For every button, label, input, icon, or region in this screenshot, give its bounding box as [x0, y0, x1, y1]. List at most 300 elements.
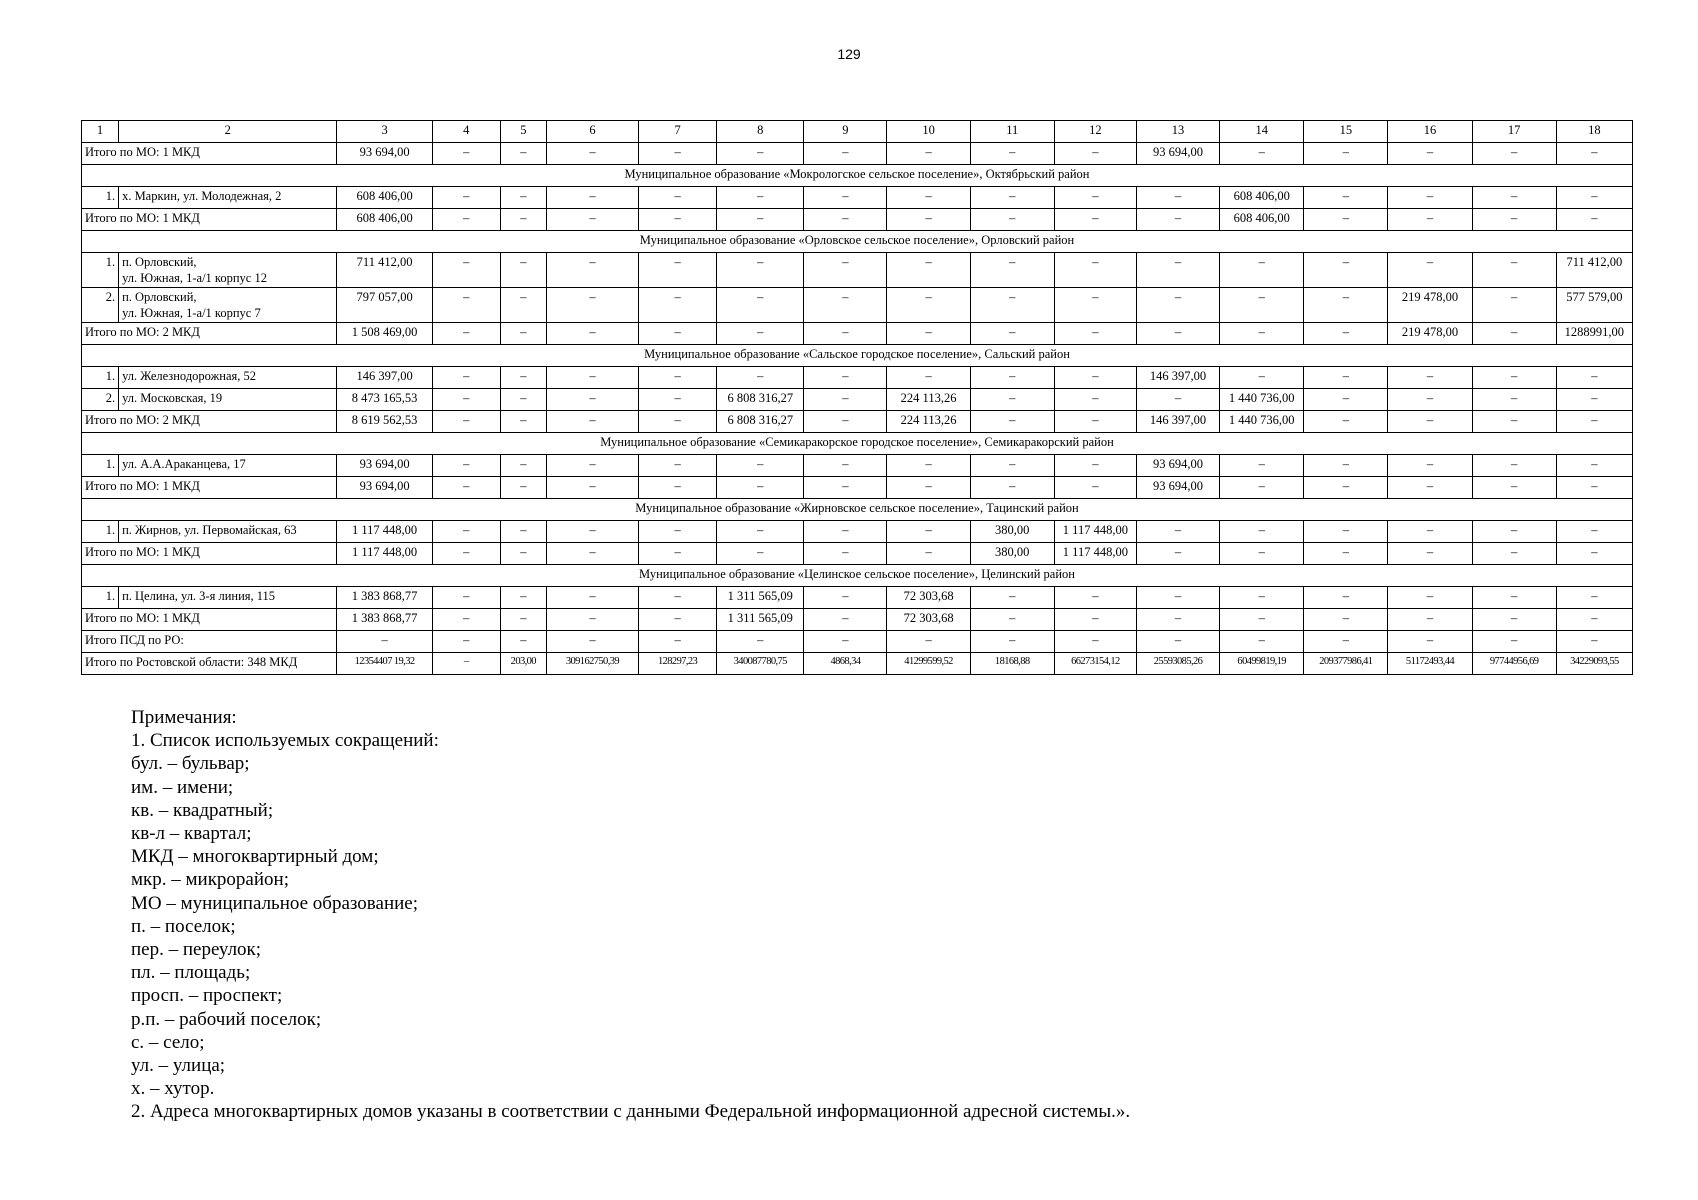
value-cell: –: [1136, 323, 1219, 345]
value-cell: –: [546, 288, 638, 323]
value-cell: 224 113,26: [887, 389, 970, 411]
row-number: 1.: [82, 455, 119, 477]
value-cell: 146 397,00: [1136, 411, 1219, 433]
address-line: ул. Железнодорожная, 52: [122, 369, 256, 383]
value-cell: –: [432, 389, 500, 411]
value-cell: –: [804, 187, 887, 209]
value-cell: –: [1304, 587, 1388, 609]
value-cell: –: [717, 288, 804, 323]
value-cell: –: [1136, 187, 1219, 209]
table-row: [82, 587, 1633, 609]
value-cell: –: [1054, 143, 1136, 165]
value-cell: –: [432, 543, 500, 565]
value-cell: –: [546, 323, 638, 345]
value-cell: –: [804, 477, 887, 499]
value-cell: –: [546, 253, 638, 288]
value-cell: 309162750,39: [546, 653, 638, 675]
total-label: Итого по МО: 2 МКД: [82, 323, 337, 345]
value-cell: –: [970, 209, 1054, 231]
total-row: [82, 143, 1633, 165]
header-row: [82, 121, 1633, 143]
column-header: 13: [1136, 121, 1219, 143]
value-cell: –: [546, 411, 638, 433]
value-cell: –: [717, 455, 804, 477]
value-cell: –: [432, 455, 500, 477]
value-cell: –: [804, 587, 887, 609]
value-cell: 608 406,00: [337, 187, 432, 209]
total-label: Итого по МО: 1 МКД: [82, 609, 337, 631]
value-cell: –: [500, 411, 546, 433]
value-cell: –: [639, 253, 717, 288]
value-cell: –: [1472, 411, 1556, 433]
section-heading: Муниципальное образование «Целинское сельское поселение», Целинский район: [82, 565, 1633, 587]
value-cell: –: [1220, 631, 1304, 653]
total-row: [82, 411, 1633, 433]
value-cell: –: [970, 609, 1054, 631]
value-cell: 1 117 448,00: [337, 521, 432, 543]
value-cell: –: [639, 367, 717, 389]
value-cell: –: [1304, 209, 1388, 231]
value-cell: –: [432, 477, 500, 499]
value-cell: –: [1388, 209, 1472, 231]
value-cell: –: [639, 209, 717, 231]
value-cell: –: [546, 187, 638, 209]
value-cell: –: [500, 455, 546, 477]
value-cell: –: [1472, 477, 1556, 499]
value-cell: –: [1054, 389, 1136, 411]
value-cell: 128297,23: [639, 653, 717, 675]
total-row: [82, 631, 1633, 653]
value-cell: –: [717, 209, 804, 231]
value-cell: –: [500, 288, 546, 323]
value-cell: –: [639, 521, 717, 543]
value-cell: –: [804, 521, 887, 543]
value-cell: 608 406,00: [1220, 209, 1304, 231]
value-cell: –: [1556, 187, 1632, 209]
section-row: [82, 345, 1633, 367]
value-cell: –: [1136, 389, 1219, 411]
total-label: Итого по МО: 1 МКД: [82, 209, 337, 231]
address-line: п. Орловский,: [122, 255, 197, 269]
row-number: 2.: [82, 389, 119, 411]
table-row: [82, 455, 1633, 477]
section-heading: Муниципальное образование «Орловское сельское поселение», Орловский район: [82, 231, 1633, 253]
value-cell: –: [1556, 143, 1632, 165]
value-cell: –: [1304, 543, 1388, 565]
value-cell: –: [432, 653, 500, 675]
address-line: п. Целина, ул. 3-я линия, 115: [122, 589, 276, 603]
value-cell: –: [546, 587, 638, 609]
value-cell: –: [1220, 288, 1304, 323]
value-cell: 1 311 565,09: [717, 587, 804, 609]
address-cell: [119, 253, 337, 288]
data-table: [81, 120, 1633, 675]
value-cell: 797 057,00: [337, 288, 432, 323]
value-cell: –: [1472, 367, 1556, 389]
value-cell: –: [1556, 631, 1632, 653]
value-cell: –: [1136, 209, 1219, 231]
value-cell: –: [1304, 411, 1388, 433]
value-cell: –: [1556, 609, 1632, 631]
value-cell: 608 406,00: [1220, 187, 1304, 209]
value-cell: 1288991,00: [1556, 323, 1632, 345]
value-cell: –: [717, 143, 804, 165]
total-row: [82, 543, 1633, 565]
value-cell: –: [717, 631, 804, 653]
column-header: 7: [639, 121, 717, 143]
value-cell: –: [1304, 323, 1388, 345]
address-line: ул. А.А.Араканцева, 17: [122, 457, 246, 471]
value-cell: –: [432, 367, 500, 389]
value-cell: –: [1472, 288, 1556, 323]
note-line: 1. Список используемых сокращений:: [131, 730, 439, 752]
row-number: 2.: [82, 288, 119, 323]
value-cell: –: [1054, 209, 1136, 231]
value-cell: –: [1220, 253, 1304, 288]
value-cell: –: [887, 143, 970, 165]
value-cell: –: [546, 143, 638, 165]
total-row: [82, 209, 1633, 231]
table-body: [82, 121, 1633, 675]
column-header: 17: [1472, 121, 1556, 143]
value-cell: –: [1556, 389, 1632, 411]
column-header: 10: [887, 121, 970, 143]
value-cell: –: [1136, 288, 1219, 323]
value-cell: –: [546, 521, 638, 543]
value-cell: –: [546, 389, 638, 411]
address-line: ул. Южная, 1-а/1 корпус 7: [122, 306, 261, 320]
value-cell: –: [500, 521, 546, 543]
note-line: п. – поселок;: [131, 915, 236, 937]
total-label: Итого по МО: 1 МКД: [82, 477, 337, 499]
value-cell: 60499819,19: [1220, 653, 1304, 675]
value-cell: 711 412,00: [1556, 253, 1632, 288]
value-cell: –: [639, 587, 717, 609]
value-cell: 711 412,00: [337, 253, 432, 288]
value-cell: –: [1054, 253, 1136, 288]
value-cell: –: [432, 411, 500, 433]
column-header: 3: [337, 121, 432, 143]
value-cell: 146 397,00: [337, 367, 432, 389]
value-cell: –: [1388, 253, 1472, 288]
value-cell: –: [639, 631, 717, 653]
value-cell: –: [546, 367, 638, 389]
value-cell: 18168,88: [970, 653, 1054, 675]
address-cell: [119, 187, 337, 209]
value-cell: –: [887, 187, 970, 209]
page-number: 129: [837, 46, 861, 62]
value-cell: –: [1220, 143, 1304, 165]
value-cell: –: [546, 609, 638, 631]
value-cell: –: [970, 143, 1054, 165]
value-cell: –: [804, 323, 887, 345]
value-cell: –: [717, 477, 804, 499]
value-cell: –: [1054, 455, 1136, 477]
section-row: [82, 565, 1633, 587]
value-cell: –: [500, 389, 546, 411]
value-cell: 51172493,44: [1388, 653, 1472, 675]
value-cell: 72 303,68: [887, 609, 970, 631]
value-cell: –: [1556, 455, 1632, 477]
table-row: [82, 521, 1633, 543]
table-row: [82, 389, 1633, 411]
value-cell: 8 473 165,53: [337, 389, 432, 411]
value-cell: 12354407 19,32: [337, 653, 432, 675]
value-cell: –: [804, 455, 887, 477]
value-cell: –: [1472, 609, 1556, 631]
section-heading: Муниципальное образование «Мокрологское сельское поселение», Октябрьский район: [82, 165, 1633, 187]
value-cell: 219 478,00: [1388, 323, 1472, 345]
value-cell: –: [546, 477, 638, 499]
value-cell: –: [1472, 253, 1556, 288]
value-cell: –: [1054, 587, 1136, 609]
column-header: 9: [804, 121, 887, 143]
value-cell: –: [1472, 143, 1556, 165]
value-cell: –: [970, 253, 1054, 288]
value-cell: 93 694,00: [337, 477, 432, 499]
total-row: [82, 477, 1633, 499]
value-cell: 209377986,41: [1304, 653, 1388, 675]
value-cell: –: [1472, 543, 1556, 565]
address-line: х. Маркин, ул. Молодежная, 2: [122, 189, 282, 203]
note-line: кв-л – квартал;: [131, 823, 252, 845]
value-cell: –: [432, 521, 500, 543]
value-cell: 1 117 448,00: [337, 543, 432, 565]
value-cell: –: [1136, 543, 1219, 565]
value-cell: –: [432, 609, 500, 631]
value-cell: –: [639, 323, 717, 345]
value-cell: –: [1220, 587, 1304, 609]
value-cell: –: [1472, 631, 1556, 653]
value-cell: –: [1304, 143, 1388, 165]
value-cell: –: [1136, 587, 1219, 609]
value-cell: –: [887, 455, 970, 477]
value-cell: 93 694,00: [1136, 455, 1219, 477]
value-cell: –: [639, 187, 717, 209]
note-line: кв. – квадратный;: [131, 799, 274, 821]
value-cell: –: [337, 631, 432, 653]
value-cell: –: [1054, 288, 1136, 323]
value-cell: –: [1054, 609, 1136, 631]
value-cell: 1 311 565,09: [717, 609, 804, 631]
value-cell: –: [1472, 587, 1556, 609]
value-cell: 1 508 469,00: [337, 323, 432, 345]
value-cell: 219 478,00: [1388, 288, 1472, 323]
value-cell: 1 440 736,00: [1220, 389, 1304, 411]
value-cell: –: [1556, 587, 1632, 609]
value-cell: –: [1136, 609, 1219, 631]
column-header: 2: [119, 121, 337, 143]
note-line: МО – муниципальное образование;: [131, 892, 419, 914]
column-header: 12: [1054, 121, 1136, 143]
total-label: Итого ПСД по РО:: [82, 631, 337, 653]
value-cell: 1 117 448,00: [1054, 521, 1136, 543]
value-cell: –: [804, 543, 887, 565]
value-cell: 608 406,00: [337, 209, 432, 231]
value-cell: 380,00: [970, 543, 1054, 565]
section-row: [82, 165, 1633, 187]
value-cell: 34229093,55: [1556, 653, 1632, 675]
address-cell: [119, 389, 337, 411]
row-number: 1.: [82, 587, 119, 609]
value-cell: –: [1304, 288, 1388, 323]
value-cell: –: [432, 143, 500, 165]
value-cell: –: [1220, 609, 1304, 631]
value-cell: –: [1472, 521, 1556, 543]
section-row: [82, 499, 1633, 521]
value-cell: –: [639, 543, 717, 565]
value-cell: 6 808 316,27: [717, 411, 804, 433]
value-cell: –: [1388, 411, 1472, 433]
value-cell: –: [432, 209, 500, 231]
value-cell: –: [1388, 609, 1472, 631]
section-heading: Муниципальное образование «Жирновское сельское поселение», Тацинский район: [82, 499, 1633, 521]
value-cell: –: [1388, 477, 1472, 499]
value-cell: –: [970, 411, 1054, 433]
value-cell: –: [887, 288, 970, 323]
value-cell: 224 113,26: [887, 411, 970, 433]
value-cell: –: [970, 323, 1054, 345]
value-cell: –: [639, 143, 717, 165]
value-cell: –: [804, 209, 887, 231]
value-cell: –: [1304, 477, 1388, 499]
value-cell: –: [500, 143, 546, 165]
value-cell: –: [1388, 187, 1472, 209]
row-number: 1.: [82, 187, 119, 209]
value-cell: –: [1136, 253, 1219, 288]
note-line: ул. – улица;: [131, 1055, 226, 1077]
value-cell: –: [432, 631, 500, 653]
value-cell: 1 117 448,00: [1054, 543, 1136, 565]
value-cell: –: [1556, 367, 1632, 389]
value-cell: –: [1054, 411, 1136, 433]
address-cell: [119, 521, 337, 543]
value-cell: –: [1556, 521, 1632, 543]
value-cell: –: [1304, 631, 1388, 653]
value-cell: –: [546, 209, 638, 231]
value-cell: –: [887, 209, 970, 231]
value-cell: –: [1220, 477, 1304, 499]
address-line: ул. Московская, 19: [122, 391, 223, 405]
value-cell: –: [1220, 455, 1304, 477]
value-cell: 93 694,00: [337, 455, 432, 477]
value-cell: –: [970, 389, 1054, 411]
value-cell: –: [1220, 521, 1304, 543]
value-cell: –: [1054, 187, 1136, 209]
value-cell: 1 383 868,77: [337, 587, 432, 609]
table-row: [82, 187, 1633, 209]
value-cell: –: [1054, 631, 1136, 653]
value-cell: –: [500, 323, 546, 345]
value-cell: –: [1472, 209, 1556, 231]
note-line: просп. – проспект;: [131, 985, 283, 1007]
value-cell: –: [970, 631, 1054, 653]
value-cell: –: [500, 253, 546, 288]
value-cell: –: [1304, 609, 1388, 631]
value-cell: 1 383 868,77: [337, 609, 432, 631]
value-cell: –: [717, 521, 804, 543]
column-header: 14: [1220, 121, 1304, 143]
value-cell: –: [804, 631, 887, 653]
section-row: [82, 433, 1633, 455]
address-cell: [119, 587, 337, 609]
value-cell: –: [804, 367, 887, 389]
value-cell: 8 619 562,53: [337, 411, 432, 433]
value-cell: –: [639, 609, 717, 631]
value-cell: –: [887, 543, 970, 565]
column-header: 11: [970, 121, 1054, 143]
value-cell: –: [546, 543, 638, 565]
value-cell: –: [1556, 477, 1632, 499]
row-number: 1.: [82, 253, 119, 288]
value-cell: –: [1220, 543, 1304, 565]
row-number: 1.: [82, 521, 119, 543]
value-cell: –: [1472, 455, 1556, 477]
value-cell: –: [970, 187, 1054, 209]
column-header: 18: [1556, 121, 1632, 143]
value-cell: –: [500, 609, 546, 631]
value-cell: 93 694,00: [1136, 143, 1219, 165]
table-row: [82, 367, 1633, 389]
value-cell: 146 397,00: [1136, 367, 1219, 389]
note-line: 2. Адреса многоквартирных домов указаны в соответствии с данными Федеральной информационной адресной системы.».: [131, 1101, 1131, 1123]
value-cell: –: [639, 477, 717, 499]
value-cell: –: [500, 587, 546, 609]
value-cell: –: [500, 543, 546, 565]
note-line: с. – село;: [131, 1031, 205, 1053]
value-cell: 203,00: [500, 653, 546, 675]
value-cell: –: [1220, 323, 1304, 345]
column-header: 1: [82, 121, 119, 143]
address-line: п. Орловский,: [122, 290, 197, 304]
total-row: [82, 609, 1633, 631]
value-cell: –: [804, 609, 887, 631]
value-cell: 340087780,75: [717, 653, 804, 675]
value-cell: –: [1388, 521, 1472, 543]
column-header: 6: [546, 121, 638, 143]
value-cell: –: [1304, 367, 1388, 389]
column-header: 8: [717, 121, 804, 143]
value-cell: –: [717, 187, 804, 209]
value-cell: –: [1054, 477, 1136, 499]
value-cell: –: [887, 323, 970, 345]
value-cell: –: [1388, 455, 1472, 477]
value-cell: 6 808 316,27: [717, 389, 804, 411]
value-cell: –: [432, 587, 500, 609]
value-cell: 93 694,00: [1136, 477, 1219, 499]
value-cell: –: [970, 587, 1054, 609]
table-row: [82, 288, 1633, 323]
note-line: МКД – многоквартирный дом;: [131, 846, 379, 868]
address-line: п. Жирнов, ул. Первомайская, 63: [122, 523, 297, 537]
address-cell: [119, 288, 337, 323]
value-cell: –: [500, 367, 546, 389]
value-cell: –: [1304, 389, 1388, 411]
address-cell: [119, 455, 337, 477]
value-cell: –: [1136, 631, 1219, 653]
value-cell: –: [639, 389, 717, 411]
note-line: бул. – бульвар;: [131, 753, 250, 775]
value-cell: –: [1304, 521, 1388, 543]
value-cell: –: [804, 389, 887, 411]
notes-block: [131, 706, 1130, 1124]
value-cell: –: [1556, 209, 1632, 231]
value-cell: –: [1220, 367, 1304, 389]
value-cell: –: [1388, 389, 1472, 411]
value-cell: –: [639, 411, 717, 433]
value-cell: –: [970, 288, 1054, 323]
value-cell: 1 440 736,00: [1220, 411, 1304, 433]
